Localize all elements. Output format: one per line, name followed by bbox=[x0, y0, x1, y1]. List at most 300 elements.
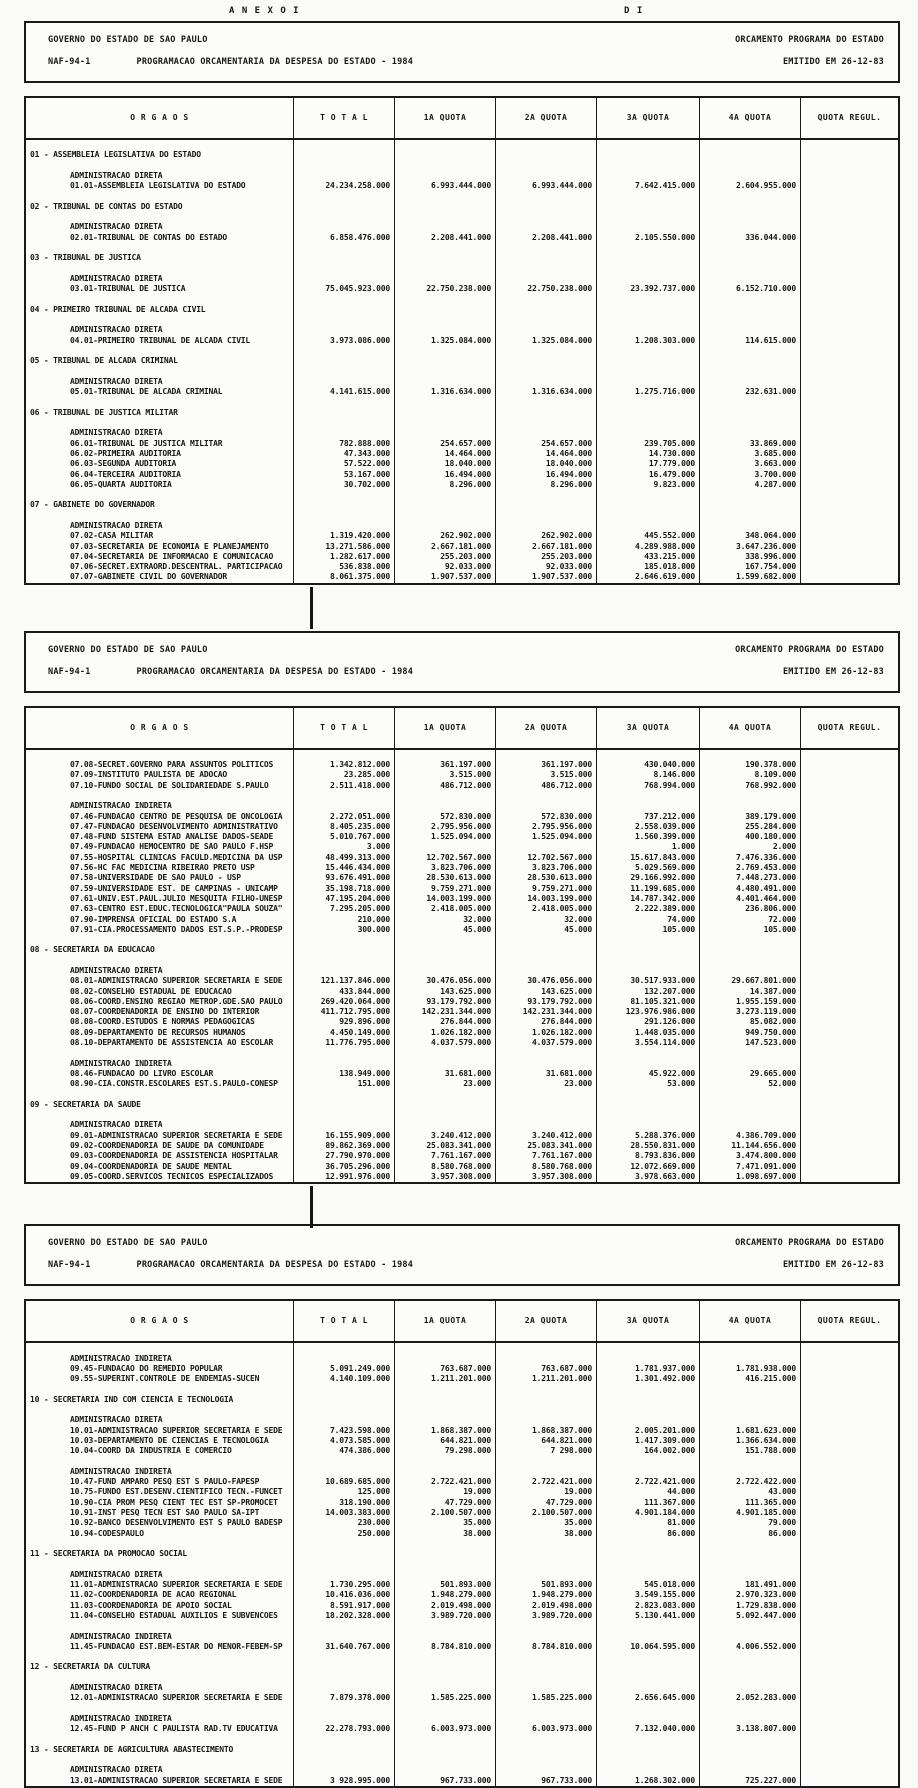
blank-row bbox=[26, 1384, 898, 1394]
quota2-value: 9.759.271.000 bbox=[495, 884, 596, 894]
cell bbox=[394, 966, 495, 976]
cell bbox=[495, 1704, 596, 1714]
cell bbox=[26, 1539, 293, 1549]
quota4-value: 416.215.000 bbox=[699, 1374, 800, 1384]
total-value: 125.000 bbox=[293, 1487, 394, 1497]
quota-regul-cell bbox=[800, 1704, 898, 1714]
cell bbox=[596, 1549, 699, 1559]
cell bbox=[596, 1090, 699, 1100]
cell bbox=[394, 418, 495, 428]
cell bbox=[293, 956, 394, 966]
quota2-value: 2.208.441.000 bbox=[495, 233, 596, 243]
quota1-value: 79.298.000 bbox=[394, 1446, 495, 1456]
quota3-value: 17.779.000 bbox=[596, 459, 699, 469]
item-row bbox=[26, 894, 898, 904]
quota2-value: 3.957.308.000 bbox=[495, 1172, 596, 1182]
quota1-value: 12.702.567.000 bbox=[394, 853, 495, 863]
quota-regul-cell bbox=[800, 377, 898, 387]
item-row bbox=[26, 884, 898, 894]
quota2-value: 1.325.084.000 bbox=[495, 336, 596, 346]
cell bbox=[394, 377, 495, 387]
blank-row bbox=[26, 346, 898, 356]
quota-regul-cell bbox=[800, 1724, 898, 1734]
cell bbox=[596, 1343, 699, 1353]
item-row bbox=[26, 853, 898, 863]
column-header: 4A QUOTA bbox=[699, 708, 800, 748]
quota2-value: 1.026.182.000 bbox=[495, 1028, 596, 1038]
quota-regul-cell bbox=[800, 1059, 898, 1069]
blank-row bbox=[26, 1048, 898, 1058]
table-header-row bbox=[26, 708, 898, 750]
subheading-row bbox=[26, 1467, 898, 1477]
administration-type-label: ADMINISTRACAO INDIRETA bbox=[70, 801, 172, 811]
quota-regul-cell bbox=[800, 202, 898, 212]
quota-regul-cell bbox=[800, 1559, 898, 1569]
item-row bbox=[26, 832, 898, 842]
quota1-value: 8.784.810.000 bbox=[394, 1642, 495, 1652]
cell bbox=[699, 1621, 800, 1631]
subheading-row bbox=[26, 428, 898, 438]
quota2-value: 2.019.498.000 bbox=[495, 1601, 596, 1611]
cell bbox=[596, 346, 699, 356]
column-header: T O T A L bbox=[293, 1301, 394, 1341]
quota-regul-cell bbox=[800, 274, 898, 284]
cell bbox=[495, 171, 596, 181]
blank-row bbox=[26, 1735, 898, 1745]
quota-regul-cell bbox=[800, 1436, 898, 1446]
quota3-value: 5.029.569.000 bbox=[596, 863, 699, 873]
quota-regul-cell bbox=[800, 1090, 898, 1100]
subheading-row bbox=[26, 377, 898, 387]
cell bbox=[293, 1621, 394, 1631]
cell bbox=[293, 500, 394, 510]
cell bbox=[596, 1100, 699, 1110]
cell bbox=[699, 791, 800, 801]
cell bbox=[699, 367, 800, 377]
item-row bbox=[26, 439, 898, 449]
quota2-value bbox=[495, 842, 596, 852]
organ-section-label: 08 - SECRETARIA DA EDUCACAO bbox=[30, 945, 155, 955]
quota4-value: 85.082.000 bbox=[699, 1017, 800, 1027]
item-row bbox=[26, 1364, 898, 1374]
cell bbox=[293, 253, 394, 263]
subheading-row bbox=[26, 1354, 898, 1364]
cell bbox=[495, 367, 596, 377]
quota4-value: 4.401.464.000 bbox=[699, 894, 800, 904]
quota4-value: 1.599.682.000 bbox=[699, 572, 800, 582]
section-row bbox=[26, 1395, 898, 1405]
cell bbox=[394, 750, 495, 760]
organ-item-label: 08.46-FUNDACAO DO LIVRO ESCOLAR bbox=[70, 1068, 214, 1078]
cell bbox=[394, 1621, 495, 1631]
quota3-value: 1.208.303.000 bbox=[596, 336, 699, 346]
cell bbox=[495, 1539, 596, 1549]
organ-item-label: 06.05-QUARTA AUDITORIA bbox=[70, 479, 172, 489]
quota-regul-cell bbox=[800, 1487, 898, 1497]
quota4-value: 3.474.800.000 bbox=[699, 1151, 800, 1161]
org-title: GOVERNO DO ESTADO DE SAO PAULO bbox=[48, 644, 208, 655]
cell bbox=[26, 140, 293, 150]
cell bbox=[596, 521, 699, 531]
total-value: 16.155.909.000 bbox=[293, 1131, 394, 1141]
blank-row bbox=[26, 1405, 898, 1415]
total-value: 1.730.295.000 bbox=[293, 1580, 394, 1590]
quota1-value: 486.712.000 bbox=[394, 781, 495, 791]
cell bbox=[596, 1384, 699, 1394]
cell bbox=[293, 1395, 394, 1405]
cell bbox=[699, 1673, 800, 1683]
quota3-value: 44.000 bbox=[596, 1487, 699, 1497]
quota2-value: 254.657.000 bbox=[495, 439, 596, 449]
page-header-right bbox=[735, 1238, 888, 1270]
quota2-value: 25.083.341.000 bbox=[495, 1141, 596, 1151]
organ-item-label: 07.46-FUNDACAO CENTRO DE PESQUISA DE ONCOLOGIA bbox=[70, 811, 283, 821]
quota2-value: 30.476.056.000 bbox=[495, 976, 596, 986]
blank-row bbox=[26, 243, 898, 253]
quota4-value: 4.006.552.000 bbox=[699, 1642, 800, 1652]
quota-regul-cell bbox=[800, 1652, 898, 1662]
cell bbox=[394, 1570, 495, 1580]
cell bbox=[596, 1704, 699, 1714]
quota1-value: 1.868.387.000 bbox=[394, 1426, 495, 1436]
cell bbox=[394, 264, 495, 274]
quota1-value: 4.037.579.000 bbox=[394, 1038, 495, 1048]
blank-row bbox=[26, 140, 898, 150]
cell bbox=[394, 428, 495, 438]
quota3-value: 8.793.836.000 bbox=[596, 1151, 699, 1161]
cell bbox=[495, 1683, 596, 1693]
cell bbox=[495, 377, 596, 387]
cell bbox=[394, 253, 495, 263]
cell bbox=[26, 1110, 293, 1120]
cell bbox=[699, 966, 800, 976]
quota2-value: 2.722.421.000 bbox=[495, 1477, 596, 1487]
cell bbox=[26, 1559, 293, 1569]
quota2-value: 92.033.000 bbox=[495, 562, 596, 572]
quota2-value: 12.702.567.000 bbox=[495, 853, 596, 863]
report-page-1 bbox=[24, 21, 900, 585]
total-value: 4.141.615.000 bbox=[293, 387, 394, 397]
cell bbox=[596, 356, 699, 366]
cell bbox=[394, 1059, 495, 1069]
cell bbox=[293, 408, 394, 418]
cell bbox=[394, 1120, 495, 1130]
cell bbox=[596, 274, 699, 284]
total-value: 230.000 bbox=[293, 1518, 394, 1528]
quota-regul-cell bbox=[800, 439, 898, 449]
quota3-value: 164.002.000 bbox=[596, 1446, 699, 1456]
quota1-value: 572.830.000 bbox=[394, 812, 495, 822]
quota-regul-cell bbox=[800, 1632, 898, 1642]
blank-row bbox=[26, 1704, 898, 1714]
item-row bbox=[26, 1141, 898, 1151]
quota-regul-cell bbox=[800, 459, 898, 469]
cell bbox=[596, 408, 699, 418]
cell bbox=[699, 1755, 800, 1765]
cell bbox=[394, 1100, 495, 1110]
program-title: ORCAMENTO PROGRAMA DO ESTADO bbox=[735, 1238, 884, 1249]
quota3-value: 3.978.663.000 bbox=[596, 1172, 699, 1182]
cell bbox=[495, 264, 596, 274]
cell bbox=[699, 1559, 800, 1569]
quota-regul-cell bbox=[800, 284, 898, 294]
cell bbox=[596, 1395, 699, 1405]
quota2-value: 4.037.579.000 bbox=[495, 1038, 596, 1048]
quota1-value: 19.000 bbox=[394, 1487, 495, 1497]
cell bbox=[293, 1714, 394, 1724]
cell bbox=[394, 1343, 495, 1353]
report-title: PROGRAMACAO ORCAMENTARIA DA DESPESA DO ESTADO - 1984 bbox=[136, 1260, 414, 1271]
cell bbox=[293, 325, 394, 335]
cell bbox=[293, 1704, 394, 1714]
item-row bbox=[26, 1426, 898, 1436]
total-value: 27.790.970.000 bbox=[293, 1151, 394, 1161]
quota2-value: 1.585.225.000 bbox=[495, 1693, 596, 1703]
administration-type-label: ADMINISTRACAO DIRETA bbox=[70, 325, 163, 335]
organ-item-label: 09.01-ADMINISTRACAO SUPERIOR SECRETARIA E SEDE bbox=[70, 1130, 283, 1140]
cell bbox=[495, 140, 596, 150]
item-row bbox=[26, 233, 898, 243]
quota1-value: 22.750.238.000 bbox=[394, 284, 495, 294]
quota-regul-cell bbox=[800, 1539, 898, 1549]
cell bbox=[495, 1415, 596, 1425]
item-row bbox=[26, 542, 898, 552]
page-header-left bbox=[48, 35, 413, 67]
cell bbox=[495, 161, 596, 171]
organ-item-label: 11.01-ADMINISTRACAO SUPERIOR SECRETARIA E SEDE bbox=[70, 1580, 283, 1590]
total-value: 1.342.812.000 bbox=[293, 760, 394, 770]
quota1-value: 93.179.792.000 bbox=[394, 997, 495, 1007]
quota-regul-cell bbox=[800, 1343, 898, 1353]
cell bbox=[699, 305, 800, 315]
total-value: 411.712.795.000 bbox=[293, 1007, 394, 1017]
organ-item-label: 07.61-UNIV.EST.PAUL.JULIO MESQUITA FILHO-UNESP bbox=[70, 893, 283, 903]
cell bbox=[596, 253, 699, 263]
quota4-value: 190.378.000 bbox=[699, 760, 800, 770]
quota-regul-cell bbox=[800, 1100, 898, 1110]
item-row bbox=[26, 336, 898, 346]
item-row bbox=[26, 1601, 898, 1611]
organ-item-label: 07.03-SECRETARIA DE ECONOMIA E PLANEJAMENTO bbox=[70, 541, 269, 551]
total-value: 7.295.205.000 bbox=[293, 904, 394, 914]
item-row bbox=[26, 1162, 898, 1172]
quota4-value: 11.144.656.000 bbox=[699, 1141, 800, 1151]
quota1-value: 18.040.000 bbox=[394, 459, 495, 469]
cell bbox=[293, 966, 394, 976]
administration-type-label: ADMINISTRACAO INDIRETA bbox=[70, 1058, 172, 1068]
quota-regul-cell bbox=[800, 1467, 898, 1477]
quota1-value: 2.019.498.000 bbox=[394, 1601, 495, 1611]
cell bbox=[699, 1704, 800, 1714]
quota2-value: 644.821.000 bbox=[495, 1436, 596, 1446]
budget-table bbox=[24, 706, 900, 1184]
cell bbox=[293, 1384, 394, 1394]
cell bbox=[495, 150, 596, 160]
quota1-value: 23.000 bbox=[394, 1079, 495, 1089]
cell bbox=[394, 305, 495, 315]
cell bbox=[596, 140, 699, 150]
item-row bbox=[26, 1079, 898, 1089]
quota2-value: 276.844.000 bbox=[495, 1017, 596, 1027]
cell bbox=[293, 356, 394, 366]
quota3-value: 14.730.000 bbox=[596, 449, 699, 459]
cell bbox=[26, 1090, 293, 1100]
quota4-value: 105.000 bbox=[699, 925, 800, 935]
quota-regul-cell bbox=[800, 935, 898, 945]
cell bbox=[596, 305, 699, 315]
cell bbox=[293, 1048, 394, 1058]
total-value: 6.858.476.000 bbox=[293, 233, 394, 243]
quota-regul-cell bbox=[800, 1662, 898, 1672]
quota-regul-cell bbox=[800, 832, 898, 842]
administration-type-label: ADMINISTRACAO DIRETA bbox=[70, 1765, 163, 1775]
cell bbox=[26, 1384, 293, 1394]
page-header-left bbox=[48, 645, 413, 677]
administration-type-label: ADMINISTRACAO DIRETA bbox=[70, 1683, 163, 1693]
quota-regul-cell bbox=[800, 408, 898, 418]
total-value: 10.416.036.000 bbox=[293, 1590, 394, 1600]
organ-section-label: 13 - SECRETARIA DE AGRICULTURA ABASTECIMENTO bbox=[30, 1744, 234, 1754]
cell bbox=[596, 1559, 699, 1569]
blank-row bbox=[26, 212, 898, 222]
cell bbox=[596, 191, 699, 201]
cell bbox=[293, 305, 394, 315]
total-value: 2.511.418.000 bbox=[293, 781, 394, 791]
organ-item-label: 07.56-HC FAC MEDICINA RIBEIRAO PRETO USP bbox=[70, 863, 255, 873]
cell bbox=[394, 346, 495, 356]
quota-regul-cell bbox=[800, 1141, 898, 1151]
cell bbox=[293, 294, 394, 304]
cell bbox=[495, 1570, 596, 1580]
quota4-value: 3.663.000 bbox=[699, 459, 800, 469]
cell bbox=[596, 1683, 699, 1693]
quota-regul-cell bbox=[800, 1673, 898, 1683]
cell bbox=[495, 521, 596, 531]
total-value: 4.140.109.000 bbox=[293, 1374, 394, 1384]
total-value: 8.591.917.000 bbox=[293, 1601, 394, 1611]
blank-row bbox=[26, 1652, 898, 1662]
cell bbox=[394, 1652, 495, 1662]
organ-section-label: 02 - TRIBUNAL DE CONTAS DO ESTADO bbox=[30, 201, 183, 211]
quota-regul-cell bbox=[800, 1384, 898, 1394]
quota-regul-cell bbox=[800, 264, 898, 274]
quota1-value: 25.083.341.000 bbox=[394, 1141, 495, 1151]
total-value: 35.198.718.000 bbox=[293, 884, 394, 894]
cell bbox=[495, 1662, 596, 1672]
quota-regul-cell bbox=[800, 863, 898, 873]
organ-item-label: 07.49-FUNDACAO HEMOCENTRO DE SAO PAULO F.HSP bbox=[70, 842, 274, 852]
cell bbox=[495, 966, 596, 976]
cell bbox=[495, 1120, 596, 1130]
column-header: QUOTA REGUL. bbox=[800, 1301, 898, 1341]
quota-regul-cell bbox=[800, 770, 898, 780]
cell bbox=[495, 222, 596, 232]
organ-item-label: 02.01-TRIBUNAL DE CONTAS DO ESTADO bbox=[70, 232, 227, 242]
quota2-value: 1.211.201.000 bbox=[495, 1374, 596, 1384]
cell bbox=[293, 490, 394, 500]
subheading-row bbox=[26, 274, 898, 284]
quota2-value: 1.525.094.000 bbox=[495, 832, 596, 842]
item-row bbox=[26, 997, 898, 1007]
item-row bbox=[26, 181, 898, 191]
quota-regul-cell bbox=[800, 1693, 898, 1703]
section-row bbox=[26, 500, 898, 510]
cell bbox=[293, 750, 394, 760]
quota-regul-cell bbox=[800, 976, 898, 986]
cell bbox=[26, 397, 293, 407]
quota4-value: 1.955.159.000 bbox=[699, 997, 800, 1007]
total-value: 36.705.296.000 bbox=[293, 1162, 394, 1172]
item-row bbox=[26, 1172, 898, 1182]
cell bbox=[293, 1549, 394, 1559]
subheading-row bbox=[26, 521, 898, 531]
page-cut-mark bbox=[310, 587, 313, 629]
item-row bbox=[26, 1693, 898, 1703]
organ-item-label: 07.58-UNIVERSIDADE DE SAO PAULO - USP bbox=[70, 873, 241, 883]
organ-section-label: 11 - SECRETARIA DA PROMOCAO SOCIAL bbox=[30, 1549, 187, 1559]
item-row bbox=[26, 449, 898, 459]
cell bbox=[26, 1405, 293, 1415]
quota4-value: 4.480.491.000 bbox=[699, 884, 800, 894]
item-row bbox=[26, 1518, 898, 1528]
cell bbox=[293, 1755, 394, 1765]
quota4-value: 389.179.000 bbox=[699, 812, 800, 822]
quota3-value: 10.064.595.000 bbox=[596, 1642, 699, 1652]
item-row bbox=[26, 770, 898, 780]
cell bbox=[26, 264, 293, 274]
cell bbox=[394, 274, 495, 284]
cell bbox=[699, 1415, 800, 1425]
quota-regul-cell bbox=[800, 750, 898, 760]
administration-type-label: ADMINISTRACAO INDIRETA bbox=[70, 1713, 172, 1723]
subheading-row bbox=[26, 1714, 898, 1724]
column-header: T O T A L bbox=[293, 708, 394, 748]
blank-row bbox=[26, 750, 898, 760]
subheading-row bbox=[26, 325, 898, 335]
total-value: 47.343.000 bbox=[293, 449, 394, 459]
cell bbox=[394, 222, 495, 232]
cell bbox=[394, 1384, 495, 1394]
blank-row bbox=[26, 1673, 898, 1683]
quota4-value: 8.109.000 bbox=[699, 770, 800, 780]
cell bbox=[495, 490, 596, 500]
cell bbox=[596, 428, 699, 438]
cell bbox=[699, 1100, 800, 1110]
administration-type-label: ADMINISTRACAO DIRETA bbox=[70, 1120, 163, 1130]
cell bbox=[495, 1559, 596, 1569]
cell bbox=[596, 956, 699, 966]
organ-item-label: 07.91-CIA.PROCESSAMENTO DADOS EST.S.P.-PRODESP bbox=[70, 924, 283, 934]
quota3-value: 1.275.716.000 bbox=[596, 387, 699, 397]
cell bbox=[699, 945, 800, 955]
quota2-value: 2.667.181.000 bbox=[495, 542, 596, 552]
quota4-value: 114.615.000 bbox=[699, 336, 800, 346]
cell bbox=[699, 521, 800, 531]
cell bbox=[293, 264, 394, 274]
cell bbox=[394, 1673, 495, 1683]
quota1-value: 47.729.000 bbox=[394, 1498, 495, 1508]
cell bbox=[394, 212, 495, 222]
cell bbox=[699, 274, 800, 284]
organ-item-label: 10.75-FUNDO EST.DESENV.CIENTIFICO TECN.-FUNCET bbox=[70, 1487, 283, 1497]
cell bbox=[293, 161, 394, 171]
quota1-value: 3.823.706.000 bbox=[394, 863, 495, 873]
cell bbox=[596, 791, 699, 801]
cell bbox=[699, 1395, 800, 1405]
total-value: 57.522.000 bbox=[293, 459, 394, 469]
quota-regul-cell bbox=[800, 904, 898, 914]
organ-item-label: 07.55-HOSPITAL CLINICAS FACULD.MEDICINA DA USP bbox=[70, 852, 283, 862]
